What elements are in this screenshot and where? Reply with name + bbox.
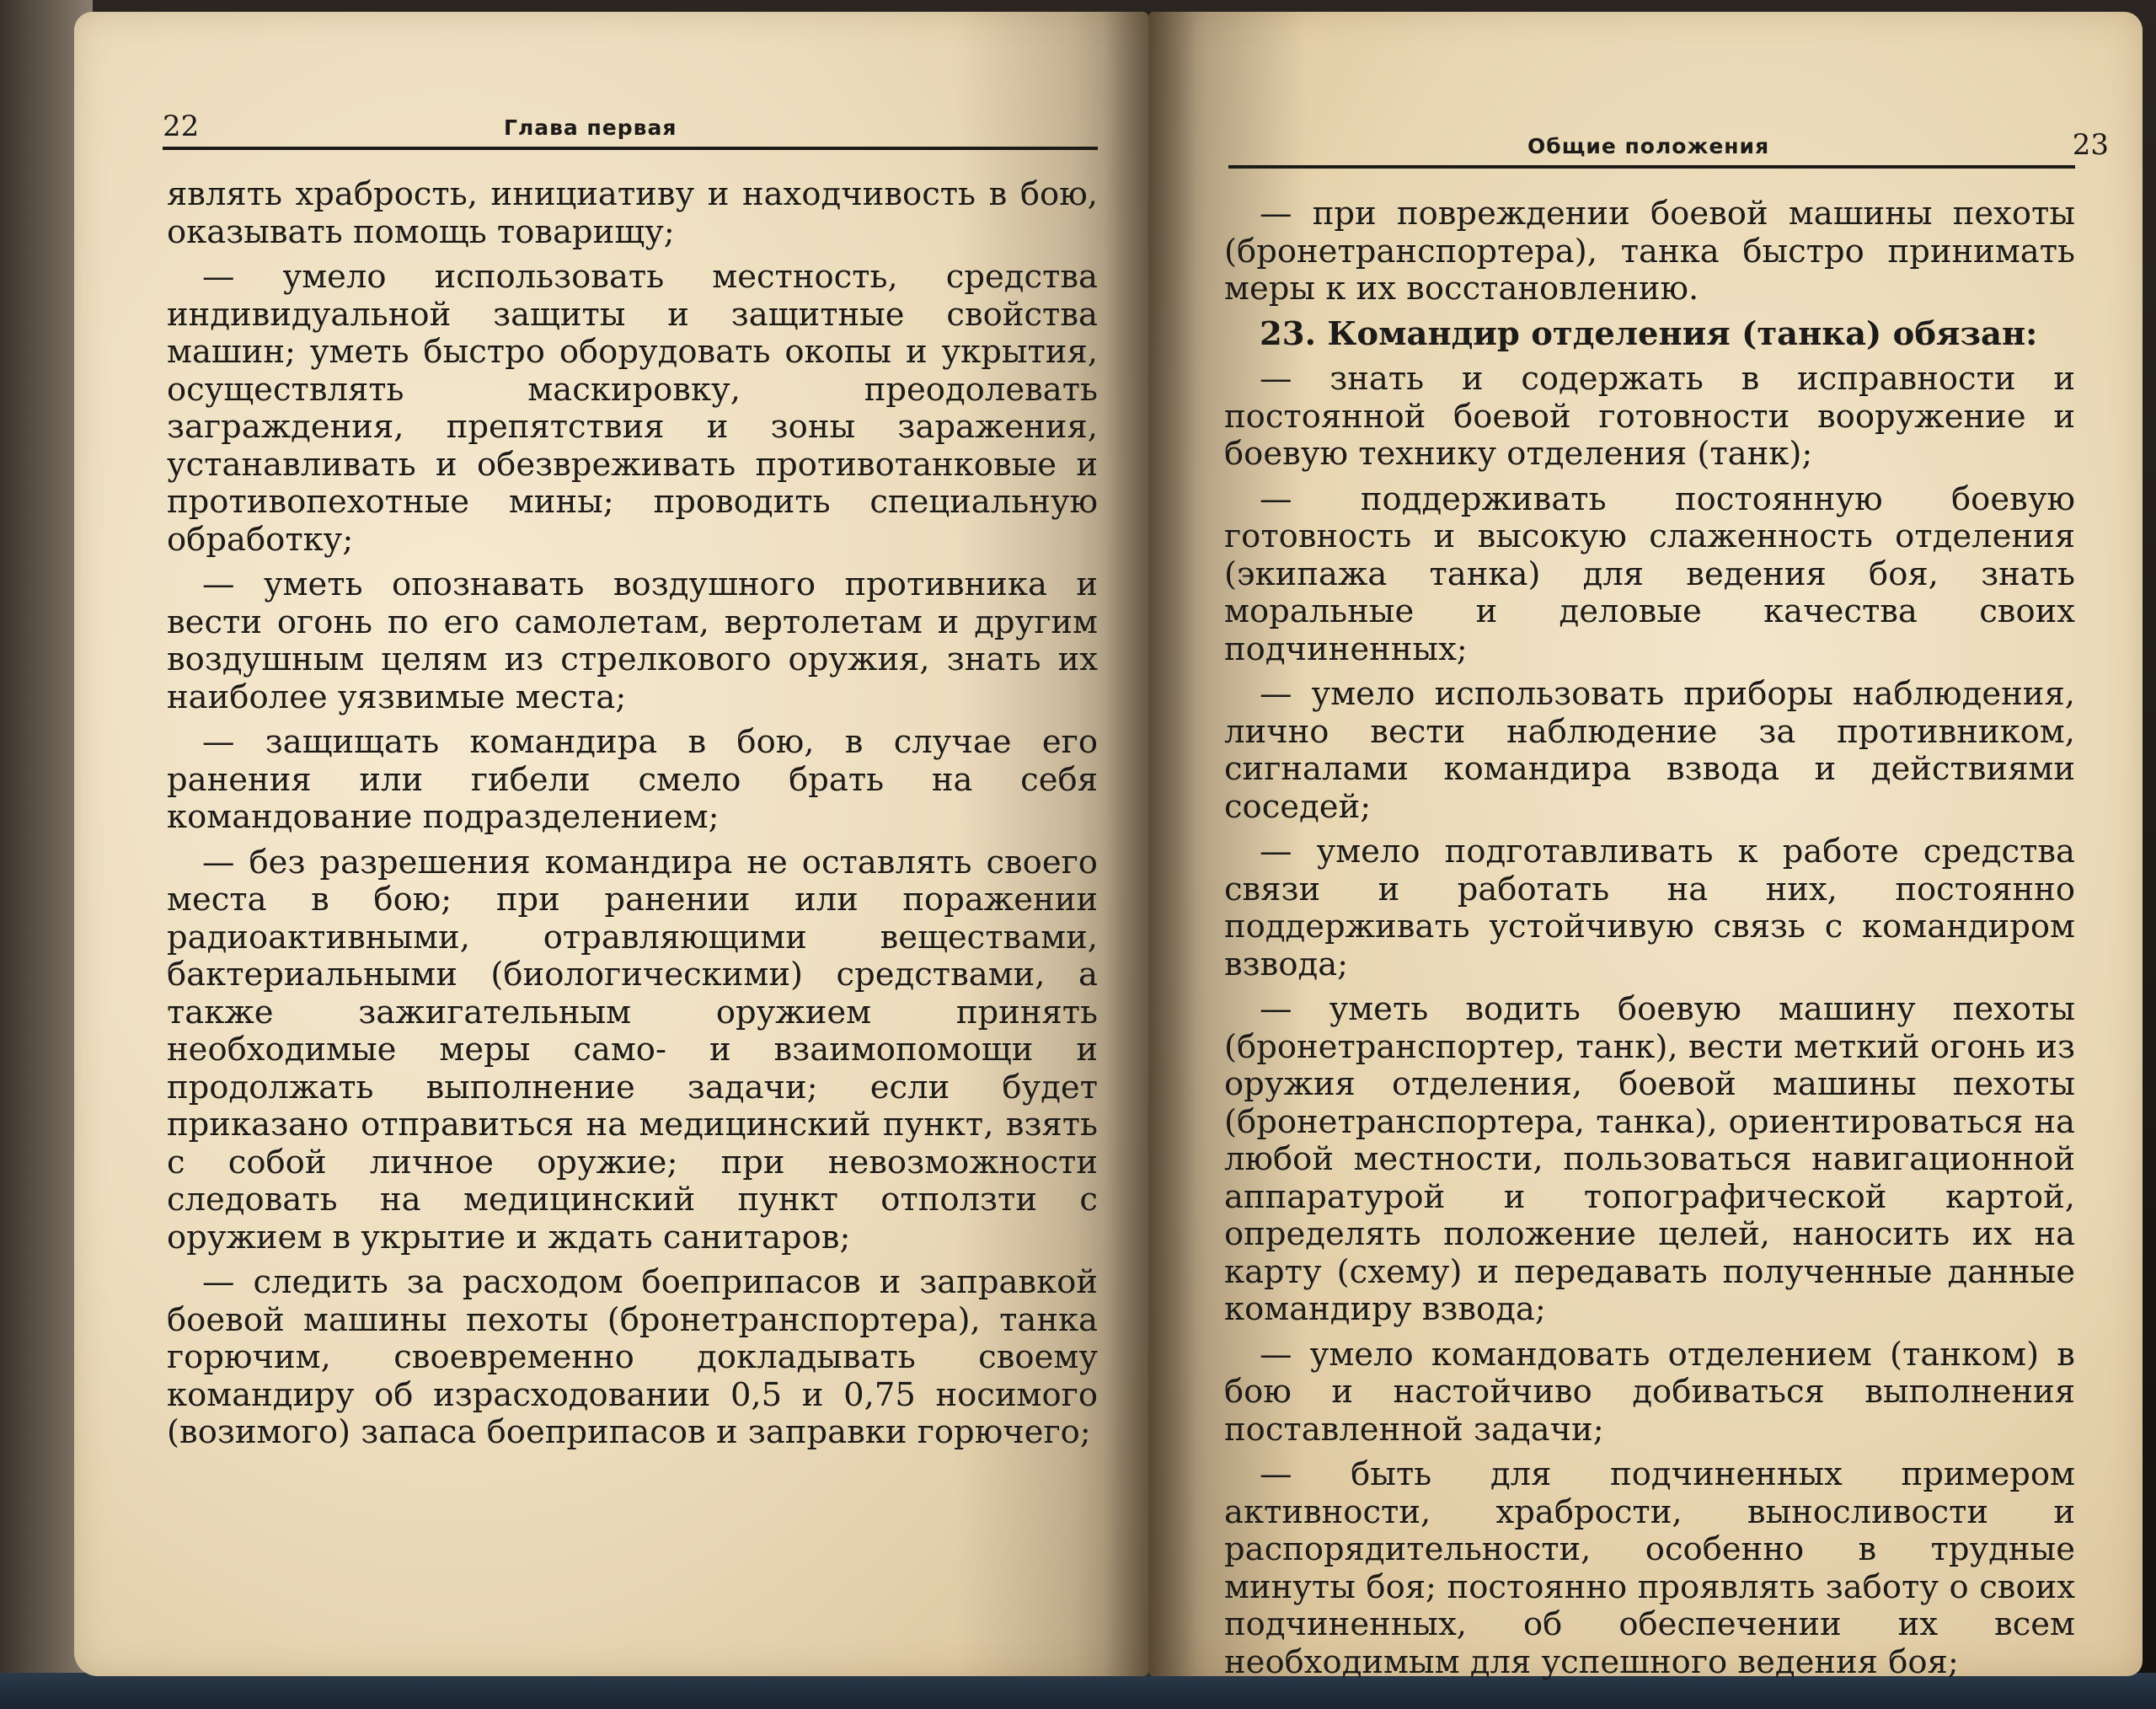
paragraph: — поддерживать постоянную боевую готовность и высокую слаженность отделения (экипажа танка) для ведения боя, знать моральные и деловые качества своих подчиненных; [1224,479,2075,668]
paragraph: — умело командовать отделением (танком) в бою и настойчиво добиваться выполнения поставленной задачи; [1224,1335,2075,1449]
left-header-rule [163,147,1098,150]
left-running-head: Глава первая [504,115,677,140]
paragraph: — умело использовать местность, средства индивидуальной защиты и защитные свойства машин; уметь быстро оборудовать окопы и укрытия, осуществлять маскировку, преодолевать заграждения, препятствия и зоны заражения, устанавливать и обезвреживать противотанковые и противопехотные мины; проводить специальную обработку; [167,258,1098,559]
left-page-header [74,99,1148,150]
section-heading: 23. Командир отделения (танка) обязан: [1260,314,2038,353]
paragraph: — знать и содержать в исправности и постоянной боевой готовности вооружение и боевую технику отделения (танк); [1224,360,2075,473]
right-page-body [1224,196,2075,1689]
paragraph: — уметь опознавать воздушного противника и вести огонь по его самолетам, вертолетам и другим воздушным целям из стрелкового оружия, знать их наиболее уязвимые места; [167,565,1098,716]
right-page-header [1148,118,2143,169]
right-page-number: 23 [2072,128,2109,162]
paragraph: являть храбрость, инициативу и находчивость в бою, оказывать помощь товарищу; [167,175,1098,251]
paragraph: — умело подготавливать к работе средства связи и работать на них, постоянно поддерживать устойчивую связь с командиром взвода; [1224,833,2075,983]
paragraph: — следить за расходом боеприпасов и заправкой боевой машины пехоты (бронетранспортера), танка горючим, своевременно докладывать своему командиру об израсходовании 0,5 и 0,75 носимого (возимого) запаса боеприпасов и заправки горючего; [167,1263,1098,1451]
right-running-head: Общие положения [1527,134,1770,158]
paragraph: — уметь водить боевую машину пехоты (бронетранспортер, танк), вести меткий огонь из оружия отделения, боевой машины пехоты (бронетранспортера, танка), ориентироваться на любой местности, пользоваться навигационной аппаратурой и топографической картой, определять положение целей, наносить их на карту (схему) и передавать полученные данные командиру взвода; [1224,990,2075,1328]
paragraph: — быть для подчиненных примером активности, храбрости, выносливости и распорядительности, особенно в трудные минуты боя; постоянно проявлять заботу о своих подчиненных, об обеспечении их всем необходимым для успешного ведения боя; [1224,1455,2075,1681]
paragraph: — умело использовать приборы наблюдения, лично вести наблюдение за противником, сигналами командира взвода и действиями соседей; [1224,675,2075,826]
left-page [74,12,1148,1676]
paragraph: — при повреждении боевой машины пехоты (бронетранспортера), танка быстро принимать меры к их восстановлению. [1224,195,2075,308]
paragraph: — защищать командира в бою, в случае его ранения или гибели смело брать на себя командование подразделением; [167,723,1098,836]
right-page [1148,12,2143,1681]
paragraph: — без разрешения командира не оставлять своего места в бою; при ранении или поражении радиоактивными, отравляющими веществами, бактериальными (биологическими) средствами, а также зажигательным оружием принять необходимые меры само- и взаимопомощи и продолжать выполнение задачи; если будет приказано отправиться на медицинский пункт, взять с собой личное оружие; при невозможности следовать на медицинский пункт отползти с оружием в укрытие и ждать санитаров; [167,843,1098,1256]
left-page-number: 22 [163,110,200,143]
left-page-body [167,176,1098,1460]
right-header-rule [1228,165,2075,169]
